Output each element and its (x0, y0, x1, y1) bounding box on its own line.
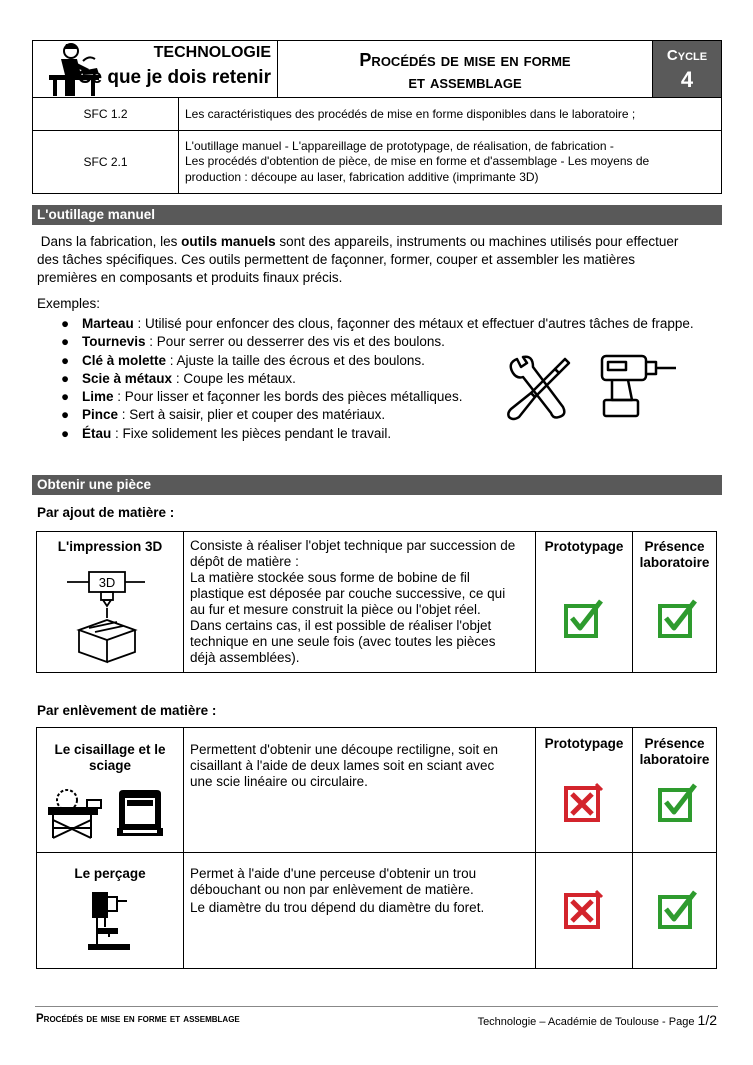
3d-label: 3D (98, 575, 116, 590)
enlevement-heading: Par enlèvement de matière : (37, 703, 217, 718)
impression-title: L'impression 3D (57, 539, 163, 554)
cisaillage-desc-cell (184, 728, 536, 853)
list-item: ● Tournevis : Pour serrer ou desserrer des vis et des boulons. (61, 334, 445, 350)
intro-paragraph: Dans la fabrication, les outils manuels sont des appareils, instruments ou machines utilisés pour effectuer des tâches spécifiques. Ces outils permettent de façonner, former, couper et assembler les matières premières en composants et produits finaux précis. (37, 234, 679, 285)
ref-line: Les procédés d'obtention de pièce, de mise en forme et d'assemblage - Les moyens de (185, 154, 650, 169)
document-title-line2: et assemblage (408, 72, 522, 92)
cisaillage-title-cell (37, 728, 184, 853)
presence-cell (633, 728, 717, 853)
percage-title: Le perçage (74, 866, 146, 881)
col-prototypage: Prototypage (544, 539, 624, 554)
document-title-line1: Procédés de mise en forme (359, 50, 571, 70)
ref-code: SFC 1.2 (33, 98, 179, 131)
list-item: ● Scie à métaux : Coupe les métaux. (61, 370, 296, 386)
percage-title-cell (37, 853, 184, 969)
section-bar-outillage: L'outillage manuel (32, 205, 722, 225)
check-icon (657, 889, 699, 931)
percage-desc: Permet à l'aide d'une perceuse d'obtenir un trou débouchant ou non par enlèvement de matière. Le diamètre du trou dépend du diamètre du foret. (190, 866, 485, 915)
laser-cutter-icon (115, 788, 165, 840)
header-center-cell (278, 41, 653, 98)
footer-left: Procédés de mise en forme et assemblage (36, 1013, 240, 1025)
cross-icon (562, 889, 604, 931)
section-bar-obtenir: Obtenir une pièce (32, 475, 722, 495)
cycle-number: 4 (680, 67, 694, 92)
col-presence: Présence laboratoire (639, 539, 710, 570)
ref-line: L'outillage manuel - L'appareillage de prototypage, de réalisation, de fabrication - (185, 138, 614, 153)
examples-label: Exemples: (37, 296, 101, 311)
check-icon (563, 598, 605, 640)
ref-line: production : découpe au laser, fabrication additive (imprimante 3D) (185, 169, 539, 184)
cisaillage-desc: Permettent d'obtenir une découpe rectiligne, soit en cisaillant à l'aide de deux lames soit en sciant avec une scie linéaire ou circulaire. (190, 742, 499, 789)
list-item: ● Clé à molette : Ajuste la taille des écrous et des boulons. (61, 352, 425, 368)
cisaillage-title: Le cisaillage et le sciage (54, 742, 166, 773)
list-item: ● Pince : Sert à saisir, plier et couper des matériaux. (61, 407, 386, 423)
subject-title: TECHNOLOGIE (153, 44, 271, 61)
ajout-table (36, 531, 717, 673)
cycle-label: Cycle (666, 47, 708, 64)
ref-code: SFC 2.1 (33, 131, 179, 194)
header-left-cell (33, 41, 278, 98)
3d-printer-icon (65, 570, 155, 664)
power-drill-icon (598, 354, 678, 420)
subtitle: Ce que je dois retenir (77, 67, 271, 88)
circular-saw-table-icon (47, 786, 105, 840)
prototypage-cell (536, 853, 633, 969)
check-icon (657, 598, 699, 640)
enlevement-table (36, 727, 717, 969)
presence-cell (633, 853, 717, 969)
header-table (32, 40, 722, 98)
cycle-cell (653, 41, 722, 98)
list-item: ● Marteau : Utilisé pour enfoncer des clous, façonner des métaux et effectuer d'autres tâches de frappe. (61, 316, 694, 331)
ajout-heading: Par ajout de matière : (37, 505, 175, 520)
competences-table (32, 97, 722, 194)
list-item: ● Étau : Fixe solidement les pièces pendant le travail. (61, 425, 392, 441)
ref-text: Les caractéristiques des procédés de mise en forme disponibles dans le laboratoire ; (179, 98, 722, 131)
impression-title-cell (37, 532, 184, 673)
list-item: ● Lime : Pour lisser et façonner les bords des pièces métalliques. (61, 389, 463, 405)
footer-right: Technologie – Académie de Toulouse - Page 1/2 (477, 1012, 717, 1028)
footer-divider (35, 1006, 718, 1007)
prototypage-cell (536, 728, 633, 853)
impression-desc: Consiste à réaliser l'objet technique par succession de dépôt de matière : La matière stockée sous forme de bobine de fil plastique est déposée par couche successive, ce qui au fur et mesure construit la pièce ou l'objet réel. Dans certains cas, il est possible de réaliser l'objet technique en une seule fois (avec toutes les pièces déjà assemblées). (190, 538, 516, 665)
col-prototypage: Prototypage (544, 736, 624, 751)
impression-desc-cell (184, 532, 536, 673)
percage-desc-cell (184, 853, 536, 969)
prototypage-cell (536, 532, 633, 673)
presence-cell (633, 532, 717, 673)
wrench-screwdriver-icon (503, 355, 573, 425)
col-presence: Présence laboratoire (639, 736, 710, 767)
cross-icon (562, 782, 604, 824)
check-icon (657, 782, 699, 824)
drill-press-icon (87, 891, 131, 951)
